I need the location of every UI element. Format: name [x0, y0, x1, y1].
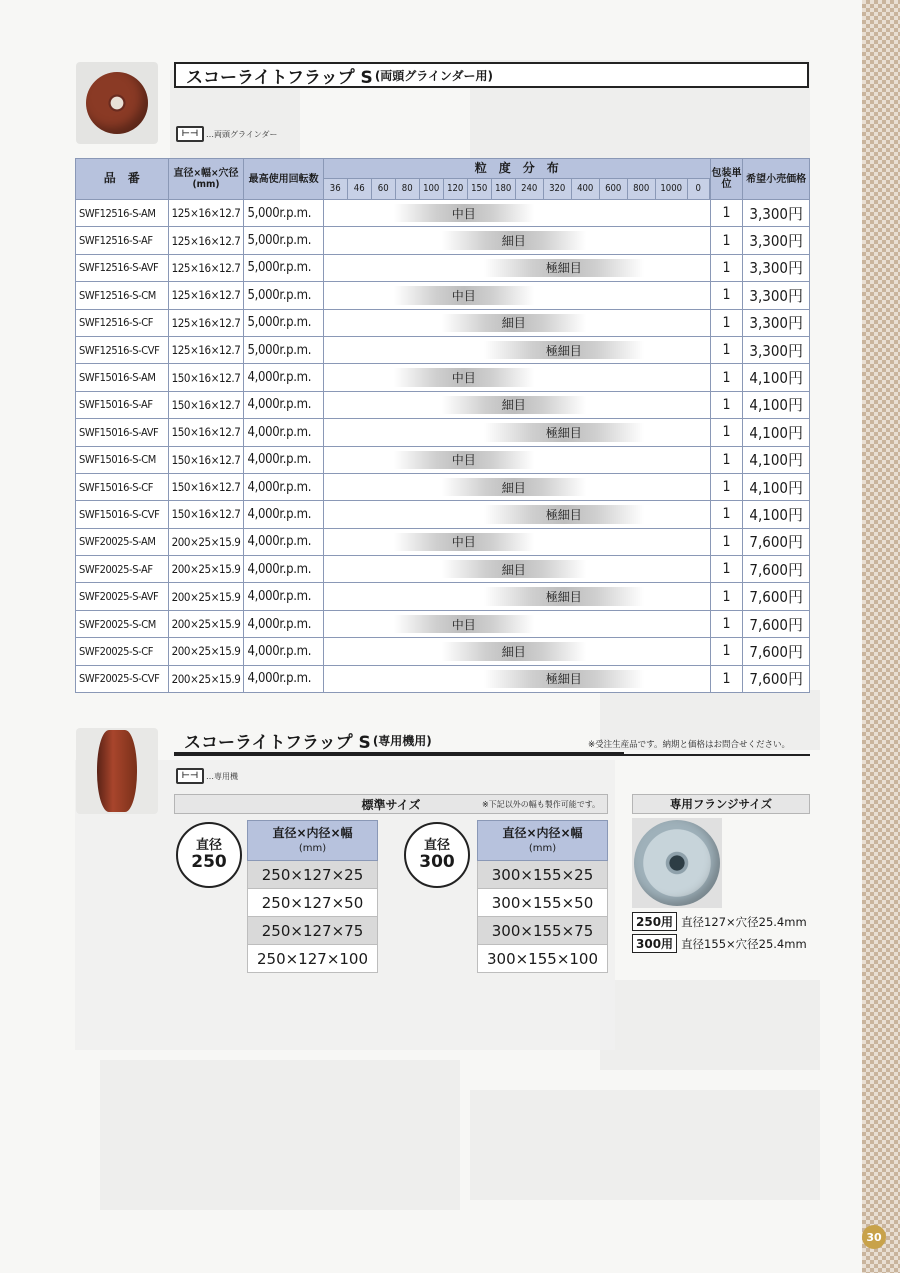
pack-unit: 1	[710, 665, 743, 692]
table-row	[76, 336, 810, 363]
grit-cell	[323, 556, 710, 583]
grit-scale	[323, 179, 710, 200]
diameter-label-250: 直径	[195, 837, 222, 853]
product-code: SWF15016-S-CVF	[76, 501, 169, 528]
diameter-value-250: 250	[191, 851, 227, 872]
diameter-value-300: 300	[419, 851, 455, 872]
size-header-250-unit: (mm)	[298, 842, 327, 854]
retail-price: 4,100円	[743, 391, 810, 418]
grit-scale-label: 600	[600, 179, 628, 199]
pack-unit: 1	[710, 336, 743, 363]
grit-scale-label: 800	[628, 179, 656, 199]
diameter-label-300: 直径	[423, 837, 450, 853]
max-rpm: 4,000r.p.m.	[244, 391, 323, 418]
product-code: SWF12516-S-CF	[76, 309, 169, 336]
size-header-300	[478, 821, 608, 861]
flange-photo	[632, 818, 722, 908]
table-row	[76, 309, 810, 336]
grit-bar: 中目	[394, 615, 534, 633]
retail-price: 3,300円	[743, 227, 810, 254]
grit-bar: 細目	[442, 231, 586, 249]
max-rpm: 5,000r.p.m.	[244, 254, 323, 281]
dimensions: 125×16×12.7	[168, 309, 244, 336]
grit-scale-label: 36	[324, 179, 348, 199]
pack-unit: 1	[710, 528, 743, 555]
product-code: SWF20025-S-AM	[76, 528, 169, 555]
grit-scale-label: 180	[492, 179, 516, 199]
grit-bar: 中目	[394, 204, 534, 222]
grit-bar: 細目	[442, 642, 586, 660]
dimensions: 150×16×12.7	[168, 364, 244, 391]
dimensions: 125×16×12.7	[168, 282, 244, 309]
machine-type-note-2	[176, 768, 238, 784]
grit-cell	[323, 364, 710, 391]
max-rpm: 4,000r.p.m.	[244, 665, 323, 692]
size-cell: 250×127×75	[248, 917, 378, 945]
pack-unit: 1	[710, 583, 743, 610]
product-code: SWF15016-S-AM	[76, 364, 169, 391]
table-row	[76, 638, 810, 665]
grit-bar: 細目	[442, 314, 586, 332]
product-code: SWF12516-S-CM	[76, 282, 169, 309]
retail-price: 7,600円	[743, 583, 810, 610]
grit-scale-label: 120	[444, 179, 468, 199]
header-price: 希望小売価格	[743, 159, 810, 200]
max-rpm: 5,000r.p.m.	[244, 282, 323, 309]
product-code: SWF20025-S-CVF	[76, 665, 169, 692]
grit-bar: 中目	[394, 533, 534, 551]
table-row	[76, 364, 810, 391]
size-cell: 300×155×100	[478, 945, 608, 973]
grit-bar: 極細目	[484, 587, 644, 605]
table-row	[76, 446, 810, 473]
flange-spec-300: 直径155×穴径25.4mm	[681, 936, 807, 951]
grit-cell	[323, 638, 710, 665]
grit-bar: 中目	[394, 451, 534, 469]
dimensions: 125×16×12.7	[168, 227, 244, 254]
checker-border	[862, 0, 900, 1273]
wide-flap-wheel-image	[76, 728, 158, 814]
header-dim-text: 直径×幅×穴径	[173, 168, 239, 179]
grit-scale-label: 240	[516, 179, 544, 199]
flange-tag-300: 300用	[632, 934, 677, 953]
standard-size-label: 標準サイズ	[361, 797, 421, 812]
dimensions: 200×25×15.9	[168, 665, 244, 692]
retail-price: 3,300円	[743, 336, 810, 363]
grit-cell	[323, 309, 710, 336]
max-rpm: 5,000r.p.m.	[244, 336, 323, 363]
pack-unit: 1	[710, 556, 743, 583]
product-code: SWF15016-S-AF	[76, 391, 169, 418]
retail-price: 7,600円	[743, 610, 810, 637]
retail-price: 3,300円	[743, 254, 810, 281]
grit-cell	[323, 583, 710, 610]
pack-unit: 1	[710, 473, 743, 500]
max-rpm: 4,000r.p.m.	[244, 583, 323, 610]
table-row	[76, 200, 810, 227]
pack-unit: 1	[710, 391, 743, 418]
grit-bar: 中目	[394, 368, 534, 386]
section2-subtitle: (専用機用)	[372, 733, 432, 748]
max-rpm: 4,000r.p.m.	[244, 446, 323, 473]
section2-title-text: スコーライトフラップ S	[184, 732, 371, 753]
grit-scale-label: 100	[420, 179, 444, 199]
dimensions: 150×16×12.7	[168, 391, 244, 418]
max-rpm: 5,000r.p.m.	[244, 200, 323, 227]
grit-scale-label: 150	[468, 179, 492, 199]
flap-wheel-image	[76, 62, 158, 144]
product-code: SWF15016-S-CM	[76, 446, 169, 473]
ghost-block-bottom-right	[470, 1090, 820, 1200]
pack-unit: 1	[710, 227, 743, 254]
table-row	[76, 473, 810, 500]
max-rpm: 4,000r.p.m.	[244, 473, 323, 500]
pack-unit: 1	[710, 446, 743, 473]
size-header-250-text: 直径×内径×幅	[272, 825, 353, 840]
max-rpm: 5,000r.p.m.	[244, 227, 323, 254]
retail-price: 4,100円	[743, 473, 810, 500]
max-rpm: 4,000r.p.m.	[244, 528, 323, 555]
section1-subtitle: (両頭グラインダー用)	[374, 68, 493, 83]
grit-scale-label: 400	[572, 179, 600, 199]
dimensions: 150×16×12.7	[168, 419, 244, 446]
section1-title-text: スコーライトフラップ S	[186, 67, 373, 88]
size-table-300	[477, 820, 608, 973]
grit-bar: 極細目	[484, 259, 644, 277]
retail-price: 3,300円	[743, 200, 810, 227]
order-note: ※受注生産品です。納期と価格はお問合せください。	[588, 740, 790, 750]
flange-size-title: 専用フランジサイズ	[669, 797, 773, 811]
header-pack: 包装単位	[710, 159, 743, 200]
product-code: SWF20025-S-CF	[76, 638, 169, 665]
grit-cell	[323, 200, 710, 227]
flange-size-header	[632, 794, 810, 814]
pack-unit: 1	[710, 309, 743, 336]
max-rpm: 4,000r.p.m.	[244, 501, 323, 528]
section2-title	[174, 728, 624, 754]
flange-disc-image	[634, 820, 720, 906]
grit-scale-label: 60	[372, 179, 396, 199]
size-table-250	[247, 820, 378, 973]
pack-unit: 1	[710, 282, 743, 309]
table-row	[76, 254, 810, 281]
product-code: SWF12516-S-CVF	[76, 336, 169, 363]
grit-cell	[323, 610, 710, 637]
dimensions: 125×16×12.7	[168, 200, 244, 227]
dimensions: 200×25×15.9	[168, 556, 244, 583]
grit-cell	[323, 501, 710, 528]
machine-type-label: …両頭グラインダー	[206, 129, 278, 139]
grit-cell	[323, 473, 710, 500]
grit-scale-label: 80	[396, 179, 420, 199]
product-code: SWF15016-S-AVF	[76, 419, 169, 446]
table-row	[76, 610, 810, 637]
dimensions: 200×25×15.9	[168, 610, 244, 637]
table-row	[76, 665, 810, 692]
page-number: 30	[862, 1225, 886, 1249]
header-grit: 粒 度 分 布	[323, 159, 710, 179]
dimensions: 200×25×15.9	[168, 528, 244, 555]
grit-bar: 細目	[442, 396, 586, 414]
pack-unit: 1	[710, 501, 743, 528]
pack-unit: 1	[710, 254, 743, 281]
product-code: SWF12516-S-AM	[76, 200, 169, 227]
retail-price: 7,600円	[743, 528, 810, 555]
pack-unit: 1	[710, 200, 743, 227]
retail-price: 4,100円	[743, 419, 810, 446]
grit-scale-label: 320	[544, 179, 572, 199]
size-cell: 250×127×50	[248, 889, 378, 917]
size-cell: 300×155×75	[478, 917, 608, 945]
grit-scale-label: 1000	[656, 179, 688, 199]
table-row	[76, 419, 810, 446]
grit-scale-label: 46	[348, 179, 372, 199]
grinder-icon: ⊢⊣	[176, 126, 204, 142]
grit-scale-label: 0	[688, 179, 710, 199]
header-dim	[168, 159, 244, 200]
size-header-300-unit: (mm)	[528, 842, 557, 854]
retail-price: 3,300円	[743, 282, 810, 309]
table-row	[76, 501, 810, 528]
grit-cell	[323, 446, 710, 473]
product-code: SWF20025-S-CM	[76, 610, 169, 637]
grit-bar: 細目	[442, 560, 586, 578]
grit-cell	[323, 391, 710, 418]
flange-row-300	[632, 934, 807, 953]
size-cell: 250×127×100	[248, 945, 378, 973]
dimensions: 150×16×12.7	[168, 446, 244, 473]
grit-bar: 極細目	[484, 423, 644, 441]
grit-cell	[323, 665, 710, 692]
dimensions: 125×16×12.7	[168, 336, 244, 363]
dimensions: 200×25×15.9	[168, 583, 244, 610]
max-rpm: 4,000r.p.m.	[244, 638, 323, 665]
grit-bar: 極細目	[484, 341, 644, 359]
grit-bar: 極細目	[484, 670, 644, 688]
grit-bar: 中目	[394, 286, 534, 304]
machine-icon: ⊢⊣	[176, 768, 204, 784]
table-row	[76, 528, 810, 555]
grit-bar: 極細目	[484, 505, 644, 523]
dimensions: 200×25×15.9	[168, 638, 244, 665]
table-row	[76, 282, 810, 309]
retail-price: 7,600円	[743, 665, 810, 692]
flange-spec-250: 直径127×穴径25.4mm	[681, 914, 807, 929]
grit-cell	[323, 254, 710, 281]
grit-cell	[323, 282, 710, 309]
ghost-block-right	[600, 980, 820, 1070]
machine-type-note	[176, 126, 277, 142]
table-row	[76, 227, 810, 254]
header-rpm: 最高使用回転数	[244, 159, 323, 200]
product-code: SWF15016-S-CF	[76, 473, 169, 500]
grit-bar: 細目	[442, 478, 586, 496]
standard-size-note: ※下記以外の幅も製作可能です。	[482, 800, 601, 809]
pack-unit: 1	[710, 638, 743, 665]
grit-cell	[323, 419, 710, 446]
max-rpm: 4,000r.p.m.	[244, 419, 323, 446]
table-row	[76, 583, 810, 610]
size-cell: 250×127×25	[248, 861, 378, 889]
retail-price: 4,100円	[743, 364, 810, 391]
max-rpm: 5,000r.p.m.	[244, 309, 323, 336]
spec-table	[75, 158, 810, 693]
retail-price: 3,300円	[743, 309, 810, 336]
grit-cell	[323, 227, 710, 254]
retail-price: 4,100円	[743, 501, 810, 528]
size-cell: 300×155×50	[478, 889, 608, 917]
size-header-300-text: 直径×内径×幅	[502, 825, 583, 840]
pack-unit: 1	[710, 419, 743, 446]
size-cell: 300×155×25	[478, 861, 608, 889]
retail-price: 4,100円	[743, 446, 810, 473]
section2-rule	[174, 754, 810, 756]
product-code: SWF12516-S-AF	[76, 227, 169, 254]
grit-cell	[323, 528, 710, 555]
section1-title	[174, 62, 809, 88]
product-code: SWF12516-S-AVF	[76, 254, 169, 281]
dimensions: 150×16×12.7	[168, 501, 244, 528]
header-dim-unit: (mm)	[192, 179, 220, 190]
max-rpm: 4,000r.p.m.	[244, 610, 323, 637]
flange-row-250	[632, 912, 807, 931]
dimensions: 150×16×12.7	[168, 473, 244, 500]
diameter-badge-300	[404, 822, 470, 888]
dimensions: 125×16×12.7	[168, 254, 244, 281]
max-rpm: 4,000r.p.m.	[244, 364, 323, 391]
max-rpm: 4,000r.p.m.	[244, 556, 323, 583]
table-row	[76, 556, 810, 583]
size-header-250	[248, 821, 378, 861]
flange-tag-250: 250用	[632, 912, 677, 931]
ghost-block-bottom-left	[100, 1060, 460, 1210]
diameter-badge-250	[176, 822, 242, 888]
pack-unit: 1	[710, 364, 743, 391]
retail-price: 7,600円	[743, 556, 810, 583]
retail-price: 7,600円	[743, 638, 810, 665]
machine-type-label-2: …専用機	[206, 771, 238, 781]
product-code: SWF20025-S-AF	[76, 556, 169, 583]
header-code: 品 番	[76, 159, 169, 200]
pack-unit: 1	[710, 610, 743, 637]
product-code: SWF20025-S-AVF	[76, 583, 169, 610]
grit-cell	[323, 336, 710, 363]
table-row	[76, 391, 810, 418]
